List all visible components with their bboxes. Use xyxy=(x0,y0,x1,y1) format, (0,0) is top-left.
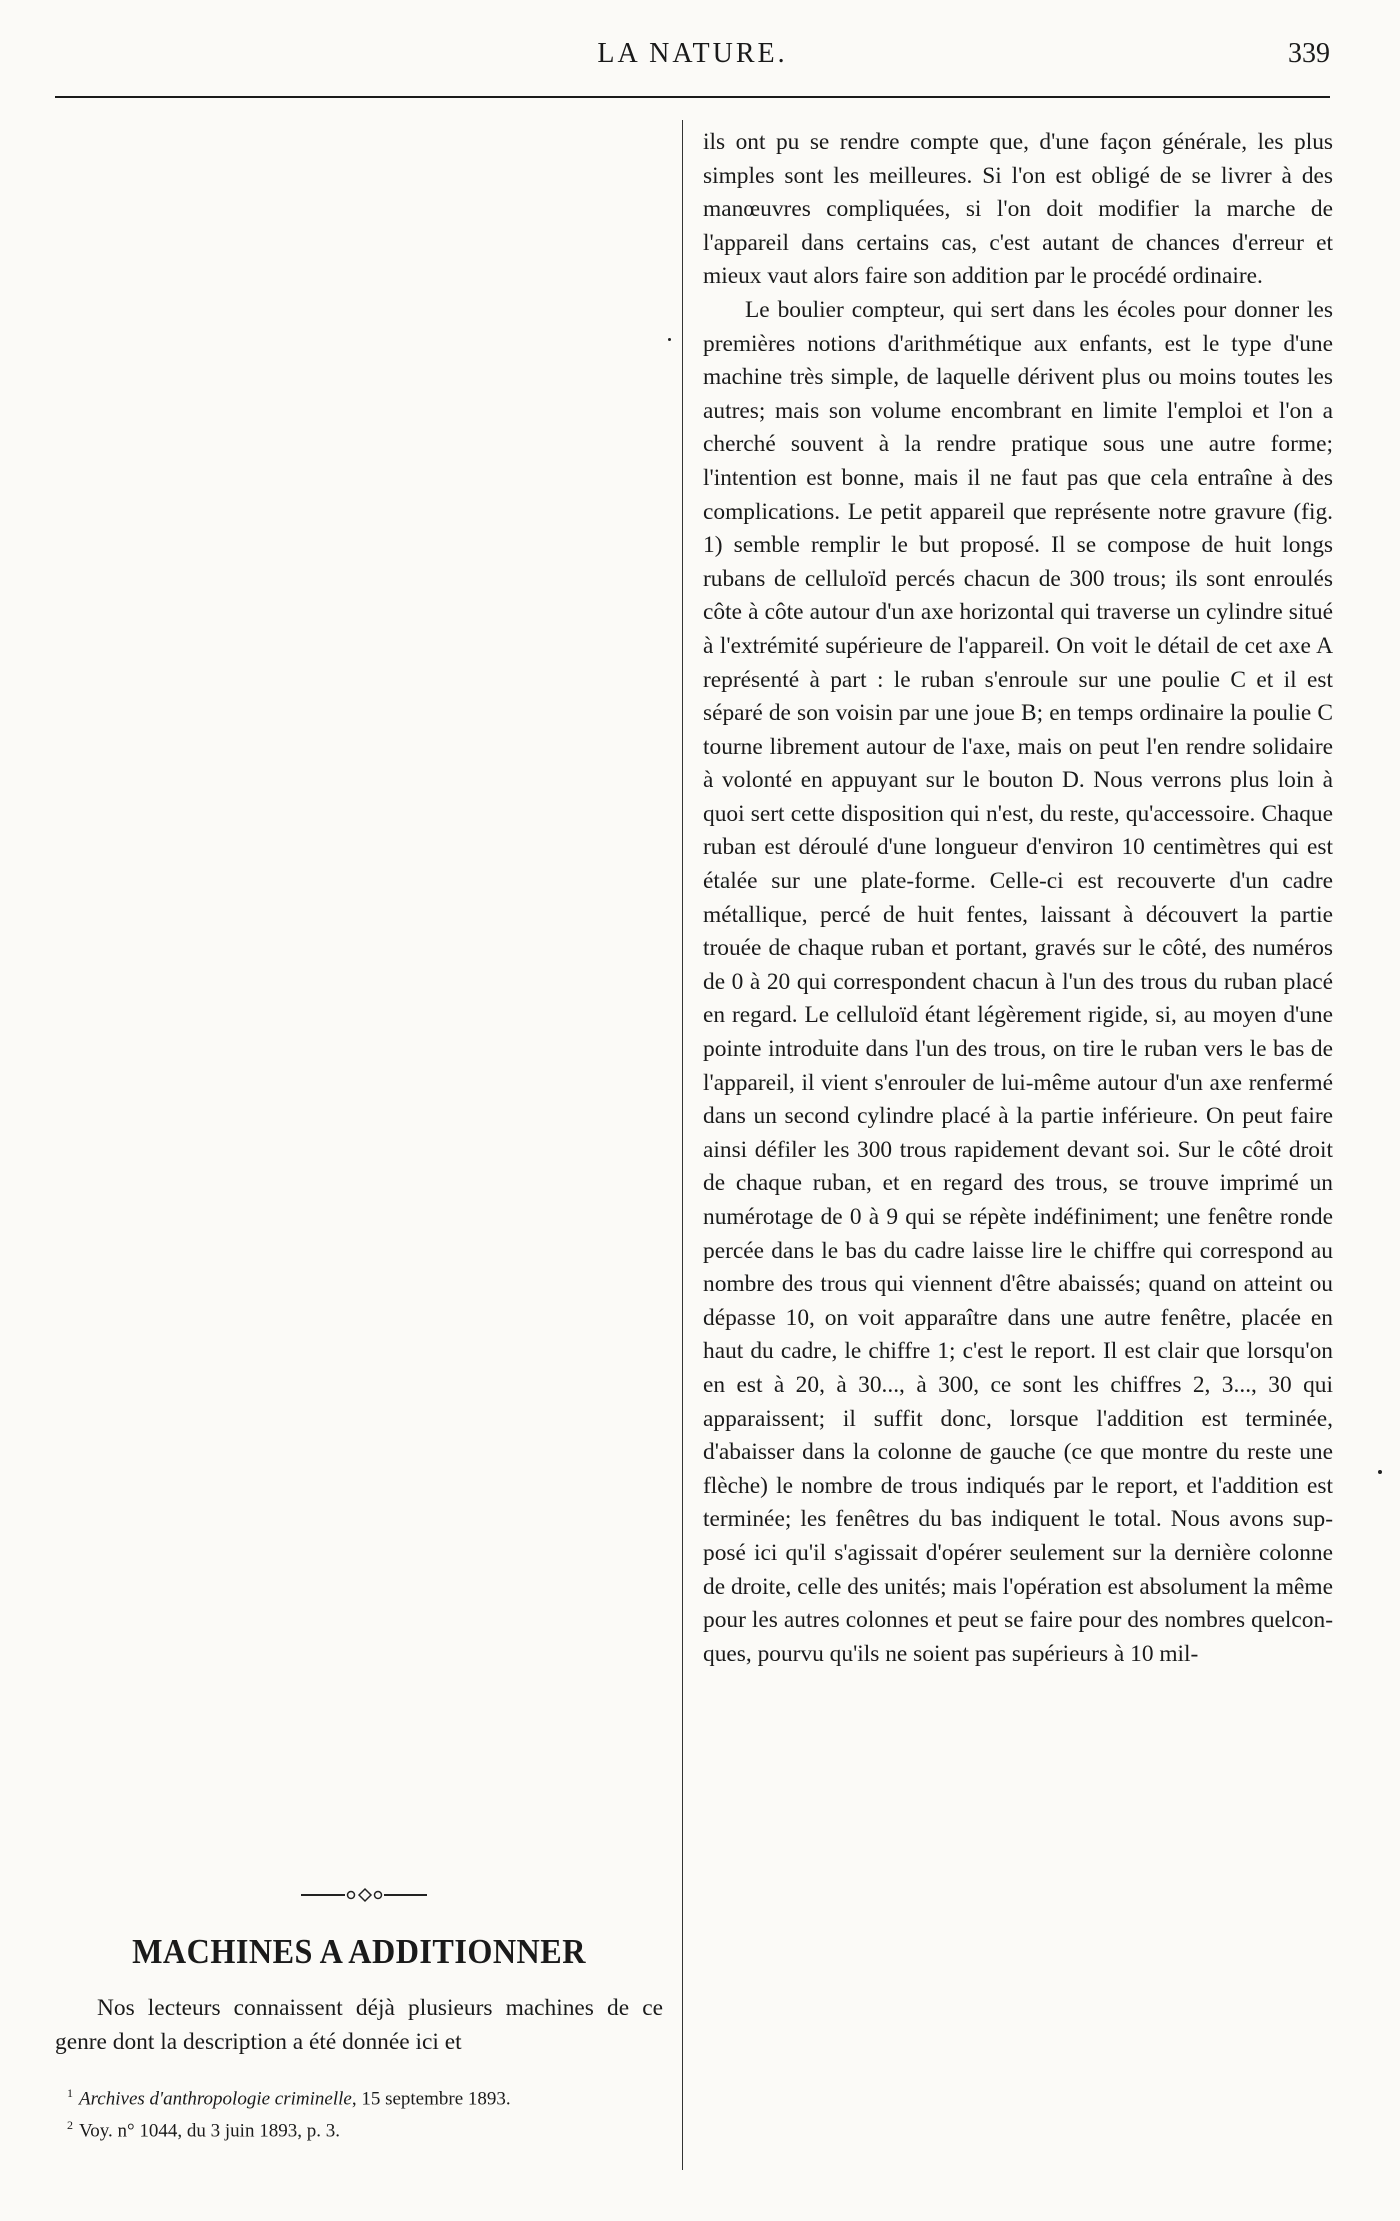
footnotes xyxy=(55,2080,663,2145)
paragraph-boulier: Le boulier compteur, qui sert dans les écoles pour donner les premières notions d'arithmétique aux enfants, est le type d'une machine très simple, de laquelle dérivent plus ou moins toutes les autres; mais son volume encombrant en limite l'emploi et l'on a cherché souvent à la rendre pratique sous une autre forme; l'intention est bonne, mais il ne faut pas que cela entraîne à des complications. Le petit appareil que représente notre gravure (fig. 1) semble remplir le but proposé. Il se compose de huit longs rubans de celluloïd percés chacun de 300 trous; ils sont enroulés côte à côte autour d'un axe horizontal qui traverse un cylindre situé à l'extrémité supérieure de l'appareil. On voit le détail de cet axe A représenté à part : le ruban s'enroule sur une poulie C et il est séparé de son voisin par une joue B; en temps ordinaire la poulie C tourne librement autour de l'axe, mais on peut l'en rendre solidaire à volonté en appuyant sur le bouton D. Nous verrons plus loin à quoi sert cette disposition qui n'est, du reste, qu'accessoire. Chaque ruban est déroulé d'une longueur d'environ 10 centimètres qui est étalée sur une plate-forme. Celle-ci est recouverte d'un cadre métallique, percé de huit fentes, laissant à découvert la partie trouée de chaque ruban et portant, gravés sur le côté, des numéros de 0 à 20 qui correspondent chacun à l'un des trous du ruban placé en regard. Le celluloïd étant légèrement rigide, si, au moyen d'une pointe introduite dans l'un des trous, on tire le ruban vers le bas de l'appareil, il vient s'enrouler de lui-même autour d'un axe renfermé dans un second cylindre placé à la partie inférieure. On peut faire ainsi défiler les 300 trous rapidement devant soi. Sur le côté droit de chaque ruban, et en regard des trous, se trouve imprimé un numérotage de 0 à 9 qui se répète indéfiniment; une fenêtre ronde percée dans le bas du cadre laisse lire le chiffre qui correspond au nombre des trous qui viennent d'être abaissés; quand on atteint ou dépasse 10, on voit apparaître dans une autre fenêtre, placée en haut du cadre, le chiffre 1; c'est le report. Il est clair que lorsqu'on en est à 20, à 30..., à 300, ce sont les chiffres 2, 3..., 30 qui apparaissent; il suffit donc, lorsque l'addition est terminée, d'abaisser dans la colonne de gauche (ce que montre du reste une flèche) le nombre de trous indiqués par le report, et l'addition est terminée; les fenêtres du bas indiquent le total. Nous avons supposé ici qu'il s'agissait d'opérer seulement sur la dernière colonne de droite, celle des unités; mais l'opération est absolument la même pour les autres colonnes et peut se faire pour des nombres quelconques, pourvu qu'ils ne soient pas supérieurs à 10 mil- xyxy=(703,296,1333,1667)
print-speck xyxy=(668,338,671,341)
right-column xyxy=(703,126,1333,1671)
running-title: LA NATURE. xyxy=(597,38,788,69)
footnote-detail: Voy. n° 1044, du 3 juin 1893, p. 3. xyxy=(79,2120,340,2142)
running-head xyxy=(55,38,1330,78)
section-intro-text: Nos lecteurs connaissent déjà plusieurs machines de ce genre dont la description a été donnée ici et xyxy=(55,1995,663,2055)
section-intro xyxy=(55,1992,663,2059)
footnote-mark: 1 xyxy=(67,2086,73,2100)
paragraph-continuation: ils ont pu se rendre compte que, d'une façon générale, les plus simples sont les meilleures. Si l'on est obligé de se livrer à des manœuvres compliquées, si l'on doit modifier la marche de l'appareil dans certains cas, c'est autant de chances d'erreur et mieux vaut alors faire son addition par le procédé ordinaire. xyxy=(703,129,1333,290)
page-number: 339 xyxy=(1288,38,1330,69)
section-ornament xyxy=(55,1880,663,1910)
footnote-mark: 2 xyxy=(67,2118,73,2133)
footnote xyxy=(55,2112,663,2144)
section-title: MACHINES A ADDITIONNER xyxy=(132,1932,586,1971)
footnote-source: Archives d'anthropologie criminelle xyxy=(79,2088,352,2110)
header-rule xyxy=(55,96,1330,98)
footnote xyxy=(55,2080,663,2112)
column-divider xyxy=(682,120,683,2170)
footnote-detail: , 15 septembre 1893. xyxy=(351,2088,511,2110)
print-speck xyxy=(1378,1470,1382,1474)
